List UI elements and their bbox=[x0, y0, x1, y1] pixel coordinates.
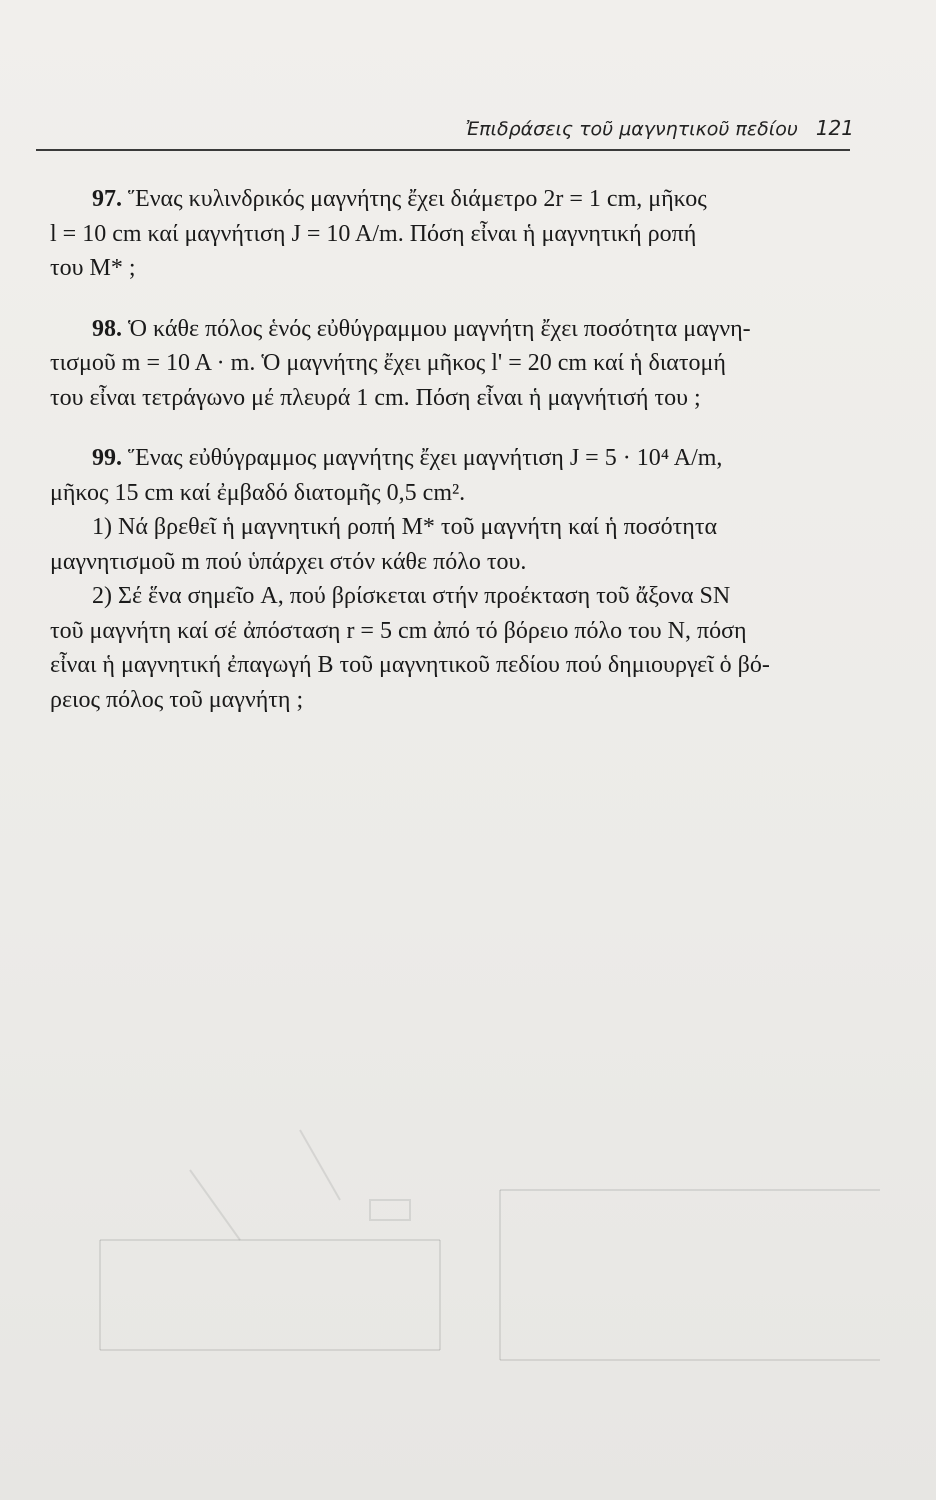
problem-99 bbox=[50, 441, 850, 717]
subpart-line: μαγνητισμοῦ m πού ὑπάρχει στόν κάθε πόλο του. bbox=[50, 548, 527, 575]
problems-section bbox=[50, 182, 850, 717]
problem-line: μῆκος 15 cm καί ἐμβαδό διατομῆς 0,5 cm². bbox=[50, 479, 466, 506]
problem-97 bbox=[50, 182, 850, 286]
problem-line: τισμοῦ m = 10 A · m. Ὁ μαγνήτης ἔχει μῆκος l' = 20 cm καί ἡ διατομή bbox=[50, 350, 726, 376]
page-number: 121 bbox=[815, 116, 854, 140]
problem-line: 97. Ἕνας κυλινδρικός μαγνήτης ἔχει διάμετρο 2r = 1 cm, μῆκος bbox=[92, 186, 707, 212]
subpart-line: 2) Σέ ἕνα σημεῖο A, πού βρίσκεται στήν προέκταση τοῦ ἄξονα SN bbox=[92, 583, 731, 609]
subpart-line: ρειος πόλος τοῦ μαγνήτη ; bbox=[50, 686, 304, 713]
problem-number: 99. bbox=[92, 445, 122, 471]
subpart-1 bbox=[50, 510, 850, 579]
subpart-line: 1) Νά βρεθεῖ ἡ μαγνητική ροπή M* τοῦ μαγνήτη καί ἡ ποσότητα bbox=[92, 514, 718, 540]
problem-line: 99. Ἕνας εὐθύγραμμος μαγνήτης ἔχει μαγνήτιση J = 5 · 10⁴ A/m, bbox=[92, 445, 723, 471]
problem-number: 97. bbox=[92, 186, 122, 212]
subpart-2 bbox=[50, 579, 850, 717]
problem-line: του M* ; bbox=[50, 255, 136, 281]
problem-98 bbox=[50, 312, 850, 416]
running-header bbox=[430, 116, 854, 140]
running-title: Ἐπιδράσεις τοῦ μαγνητικοῦ πεδίου bbox=[465, 118, 798, 140]
problem-line: του εἶναι τετράγωνο μέ πλευρά 1 cm. Πόση εἶναι ἡ μαγνήτισή του ; bbox=[50, 384, 701, 411]
subpart-line: εἶναι ἡ μαγνητική ἐπαγωγή B τοῦ μαγνητικοῦ πεδίου πού δημιουργεῖ ὁ βό- bbox=[50, 652, 770, 678]
show-through-diagram bbox=[40, 1090, 900, 1420]
problem-line: l = 10 cm καί μαγνήτιση J = 10 A/m. Πόση εἶναι ἡ μαγνητική ροπή bbox=[50, 220, 697, 247]
problem-line: 98. Ὁ κάθε πόλος ἑνός εὐθύγραμμου μαγνήτη ἔχει ποσότητα μαγνη- bbox=[92, 315, 751, 342]
problem-number: 98. bbox=[92, 315, 122, 342]
subpart-line: τοῦ μαγνήτη καί σέ ἀπόσταση r = 5 cm ἀπό τό βόρειο πόλο του N, πόση bbox=[50, 617, 747, 644]
header-rule bbox=[36, 149, 850, 151]
